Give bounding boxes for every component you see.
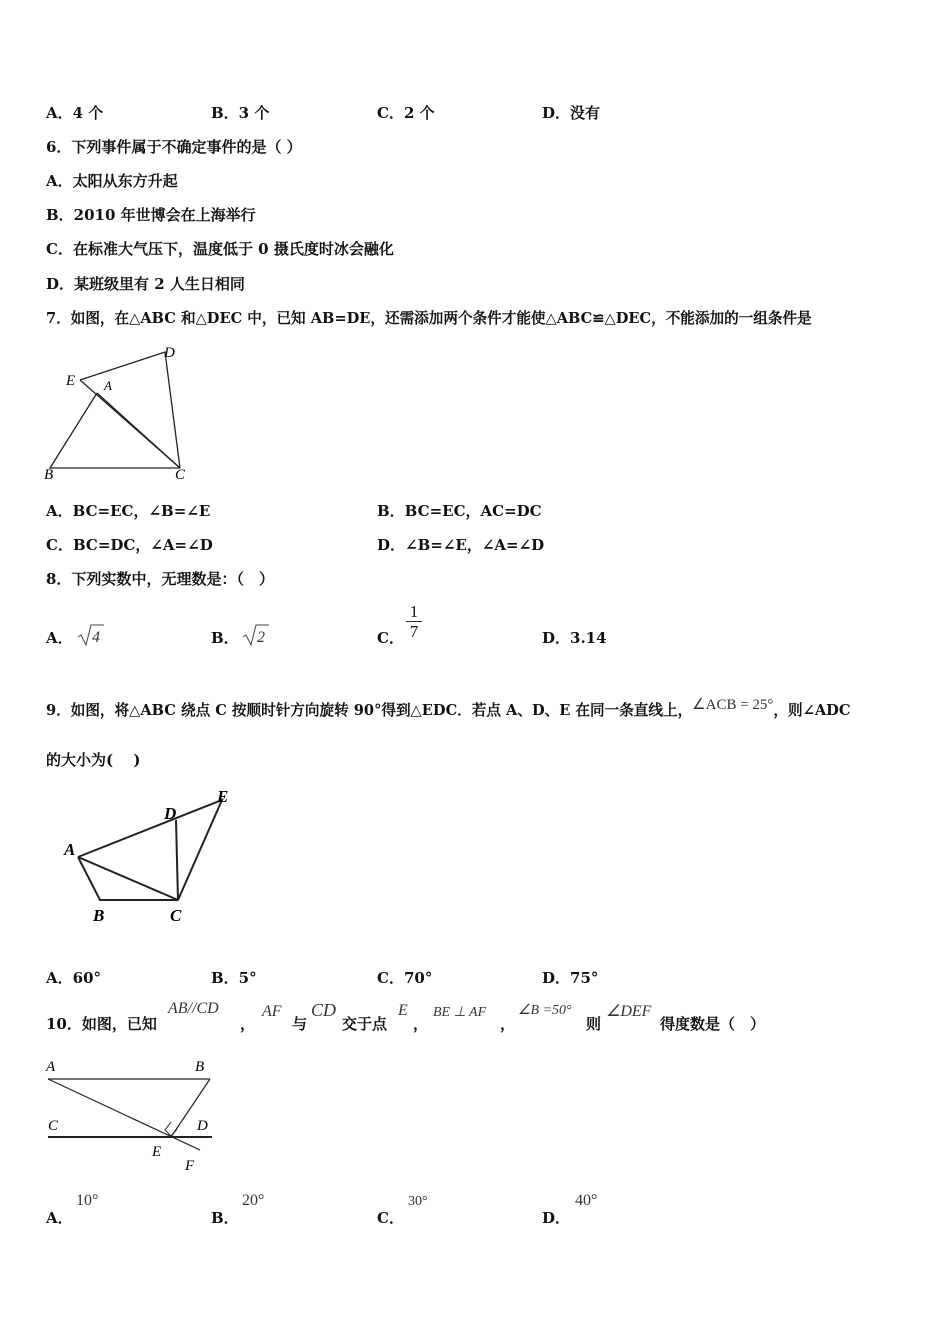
q10-comma-1: ， [240,1015,256,1033]
q6-option-d: D．某班级里有 2 人生日相同 [46,275,245,293]
q5-option-b: B．3 个 [211,104,270,122]
q10-math-e: E [398,1002,408,1019]
q10-math-ab-parallel-cd: AB//CD [168,1000,219,1017]
q8-stem: 8．下列实数中，无理数是：（ ） [46,570,274,588]
q6-option-a: A．太阳从东方升起 [46,172,178,190]
q8-option-d: D．3.14 [542,629,607,647]
q10-label-c: C [48,1118,59,1134]
q7-label-a: A [104,378,112,393]
q8-fraction [406,602,422,641]
q7-label-c: C [175,467,186,483]
q10-option-c: C． [377,1209,404,1227]
q8-sqrt4-radicand: 4 [92,629,100,646]
q7-option-a: A．BC=EC，∠B=∠E [46,502,211,520]
q9-label-d: D [164,804,177,823]
q8-option-a-label: A． [46,629,73,647]
q9-angle: ∠ACB = 25° [692,697,774,713]
q10-label-e: E [152,1144,162,1160]
q10-figure [40,1052,230,1177]
q7-option-d: D．∠B=∠E，∠A=∠D [377,536,545,554]
q10-then: 则 [586,1015,602,1033]
q8-option-c-label: C． [377,629,404,647]
q10-comma-2: ， [413,1015,429,1033]
q5-option-d: D．没有 [542,104,601,122]
q10-option-b: B． [211,1209,239,1227]
q10-option-b-value: 20° [242,1192,265,1209]
q8-sqrt2 [241,622,271,648]
q10-comma-3: ， [500,1015,516,1033]
q6-option-c: C．在标准大气压下，温度低于 0 摄氏度时冰会融化 [46,240,394,258]
q8-sqrt2-radicand: 2 [257,629,265,646]
q9-option-b: B．5° [211,969,257,987]
q9-option-a: A．60° [46,969,102,987]
q9-label-c: C [170,906,182,925]
q7-label-e: E [66,373,76,389]
q9-figure [60,782,250,927]
q7-option-b: B．BC=EC，AC=DC [377,502,542,520]
q9-label-e: E [217,787,229,806]
q7-stem: 7．如图，在△ABC 和△DEC 中，已知 AB=DE，还需添加两个条件才能使△ABC≌△DEC，不能添加的一组条件是 [46,310,812,327]
q9-stem [46,699,850,720]
q8-sqrt4 [76,622,106,648]
q10-option-a: A． [46,1209,73,1227]
q9-option-c: C．70° [377,969,433,987]
q8-option-c [377,627,404,648]
q10-label-b: B [195,1059,205,1075]
q10-option-c-value: 30° [408,1194,428,1209]
q7-label-d: D [164,345,175,361]
q10-math-angle-b: ∠B =50° [518,1003,572,1018]
q10-prefix: 10．如图，已知 [46,1015,157,1033]
q10-math-cd: CD [311,1000,337,1020]
q10-option-a-value: 10° [76,1192,99,1209]
q10-label-a: A [46,1059,56,1075]
q10-intersect: 交于点 [342,1015,388,1033]
q10-math-af: AF [262,1003,282,1020]
q6-stem: 6．下列事件属于不确定事件的是（ ） [46,138,302,156]
q9-stem-part2: ，则∠ADC [773,702,851,719]
q7-label-b: B [44,467,54,483]
q8-option-b-label: B． [211,629,239,647]
q10-math-angle-def: ∠DEF [606,1003,652,1020]
q6-option-b: B．2010 年世博会在上海举行 [46,206,256,224]
q10-math-be-perp-af: BE ⊥ AF [433,1005,487,1020]
q10-label-d: D [197,1118,208,1134]
q10-option-d: D． [542,1209,571,1227]
q8-option-a [46,627,73,648]
q9-stem-part1: 9．如图，将△ABC 绕点 C 按顺时针方向旋转 90°得到△EDC．若点 A、D、E 在同一条直线上， [46,702,693,719]
q5-option-a: A．4 个 [46,104,104,122]
q10-option-d-value: 40° [575,1192,598,1209]
q8-fraction-denominator: 7 [409,622,419,641]
q8-option-b [211,627,239,648]
q9-stem-line2: 的大小为( ) [46,751,141,769]
q7-option-c: C．BC=DC，∠A=∠D [46,536,213,554]
q9-label-b: B [93,906,105,925]
q10-with: 与 [292,1015,308,1033]
q10-label-f: F [185,1158,195,1174]
q8-fraction-numerator: 1 [409,602,419,621]
q5-option-c: C．2 个 [377,104,435,122]
q7-figure [40,340,200,485]
q9-option-d: D．75° [542,969,599,987]
q10-suffix: 得度数是（ ） [660,1015,766,1033]
q9-label-a: A [64,840,76,859]
